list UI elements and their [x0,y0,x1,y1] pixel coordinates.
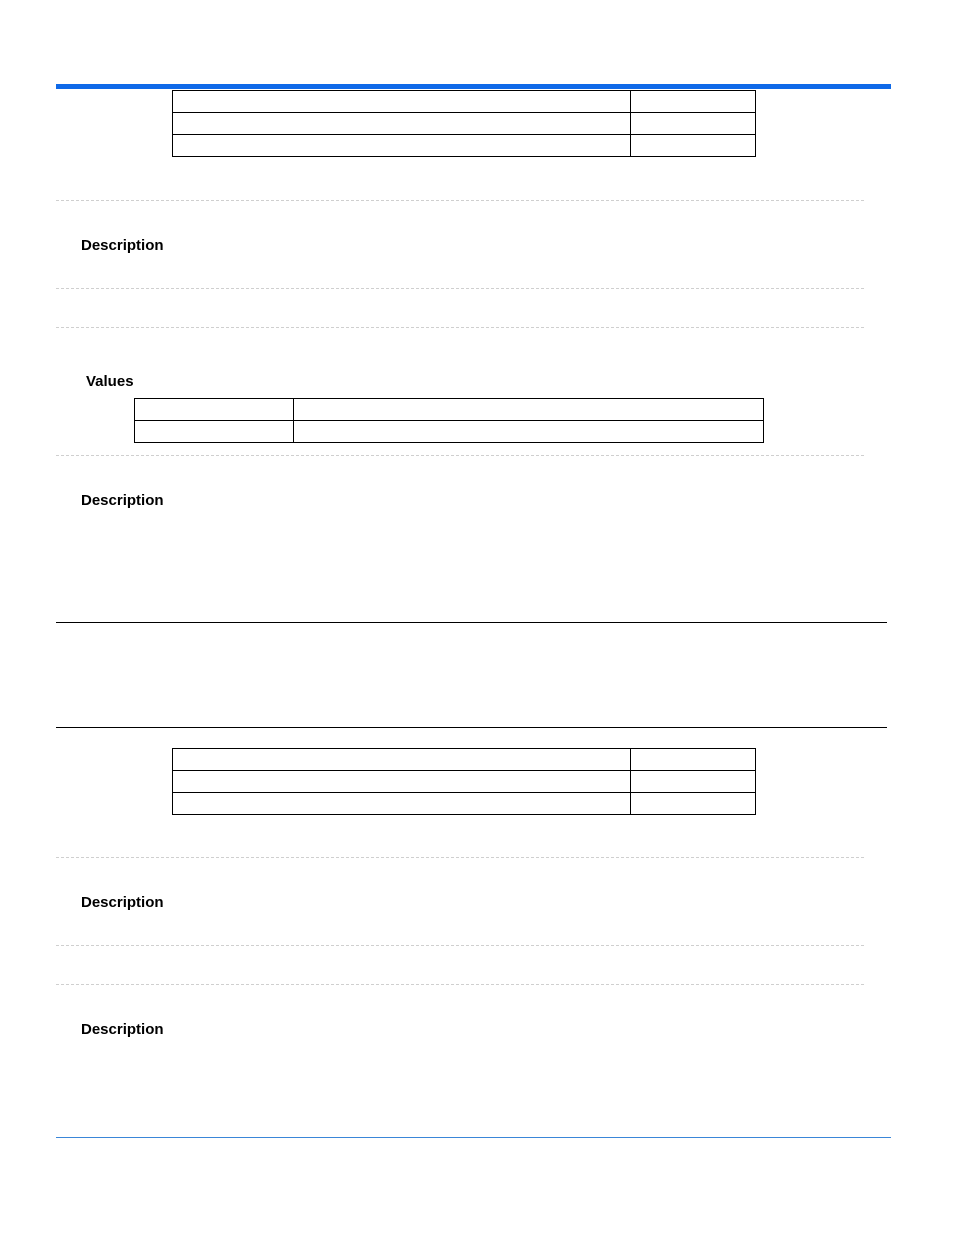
footer-line [56,1137,891,1138]
table-cell [173,113,631,135]
table-cell [631,113,756,135]
values-table [134,398,764,443]
table-row [173,113,756,135]
table-cell [173,135,631,157]
description-heading: Description [81,1021,164,1038]
property-table-2 [172,748,756,815]
dashed-divider [56,945,864,946]
table-cell [294,421,764,443]
table-cell [294,399,764,421]
dashed-divider [56,984,864,985]
header-bar [56,84,891,89]
description-heading: Description [81,492,164,509]
table-row [173,793,756,815]
description-heading: Description [81,894,164,911]
table-cell [631,749,756,771]
table-row [135,421,764,443]
section-rule [56,727,887,728]
table-cell [173,793,631,815]
table-cell [135,399,294,421]
dashed-divider [56,288,864,289]
dashed-divider [56,455,864,456]
property-table-1 [172,90,756,157]
table-row [173,749,756,771]
dashed-divider [56,857,864,858]
table-row [173,135,756,157]
table-cell [173,749,631,771]
dashed-divider [56,327,864,328]
section-rule [56,622,887,623]
table-cell [173,771,631,793]
table-cell [631,135,756,157]
values-heading: Values [86,373,134,390]
description-heading: Description [81,237,164,254]
dashed-divider [56,200,864,201]
table-cell [631,771,756,793]
table-cell [631,91,756,113]
table-cell [173,91,631,113]
table-row [173,91,756,113]
table-row [173,771,756,793]
table-row [135,399,764,421]
table-cell [631,793,756,815]
table-cell [135,421,294,443]
